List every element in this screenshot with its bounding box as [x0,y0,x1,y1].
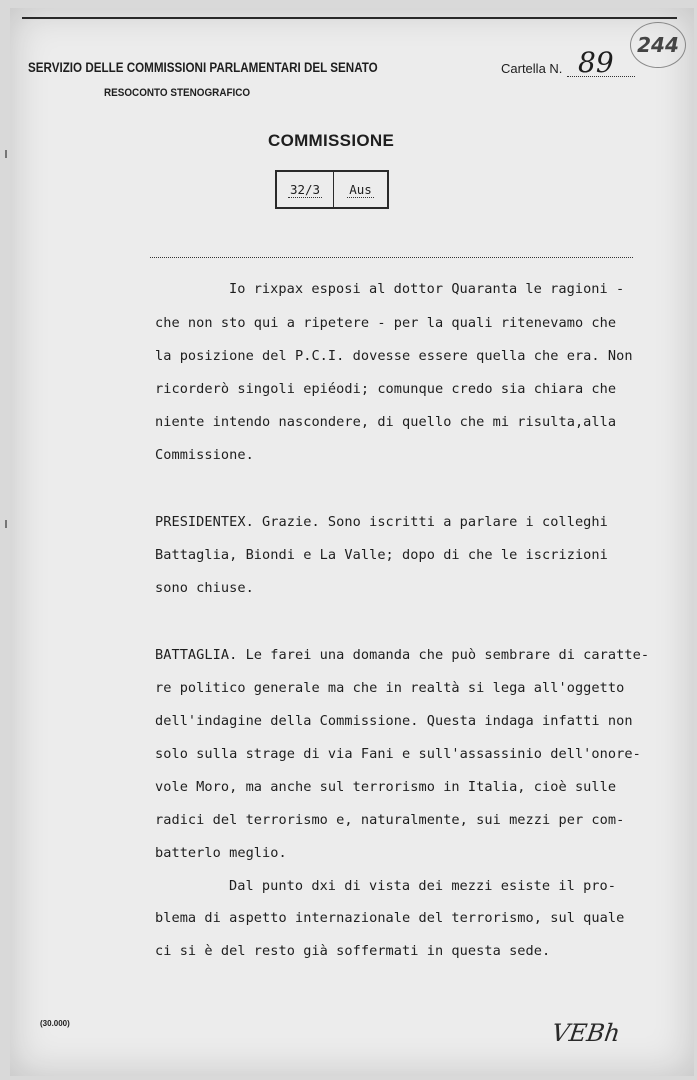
text-line: Commissione. [155,447,254,463]
text-line: radici del terrorismo e, naturalmente, sui mezzi per com- [155,812,625,828]
text-line: re politico generale ma che in realtà si lega all'oggetto [155,680,625,696]
header-subtitle: RESOCONTO STENOGRAFICO [104,87,251,99]
commissione-heading: COMMISSIONE [268,131,395,150]
text-line: PRESIDENTEX. Grazie. Sono iscritti a parlare i colleghi [155,514,608,530]
separator-rule [150,257,633,258]
margin-mark [5,150,7,158]
reference-box [275,170,389,209]
text-line: ricorderò singoli epiéodi; comunque credo sia chiara che [155,381,617,397]
text-line: Dal punto dxi di vista dei mezzi esiste il pro- [229,878,617,894]
text-line: che non sto qui a ripetere - per la quali ritenevamo che [155,315,617,331]
text-line: vole Moro, ma anche sul terrorismo in Italia, cioè sulle [155,779,617,795]
footer-code: (30.000) [40,1019,70,1028]
handwritten-initials: VEBh [550,1019,622,1047]
text-line: niente intendo nascondere, di quello che mi risulta,alla [155,414,617,430]
text-line: solo sulla strage di via Fani e sull'assassinio dell'onore- [155,746,641,762]
header-title: SERVIZIO DELLE COMMISSIONI PARLAMENTARI DEL SENATO [28,60,378,76]
reference-code: Aus [349,181,372,197]
text-line: blema di aspetto internazionale del terrorismo, sul quale [155,910,625,926]
reference-number: 32/3 [289,181,321,197]
reference-number-cell [277,172,334,207]
text-line: sono chiuse. [155,580,254,596]
cartella-number: 89 [578,46,614,79]
cartella-label: Cartella N. [501,61,563,76]
text-line: ci si è del resto già soffermati in questa sede. [155,943,551,959]
reference-code-cell [334,172,387,207]
page-stamp: 244 [630,22,686,68]
text-line: la posizione del P.C.I. dovesse essere quella che era. Non [155,348,633,364]
text-line: batterlo meglio. [155,845,287,861]
text-line: Battaglia, Biondi e La Valle; dopo di che le iscrizioni [155,547,608,563]
text-line: dell'indagine della Commissione. Questa indaga infatti non [155,713,633,729]
text-line: Io rixpax esposi al dottor Quaranta le ragioni - [229,281,625,297]
top-rule [22,17,677,19]
text-line: BATTAGLIA. Le farei una domanda che può sembrare di caratte- [155,647,650,663]
margin-mark [5,520,7,528]
